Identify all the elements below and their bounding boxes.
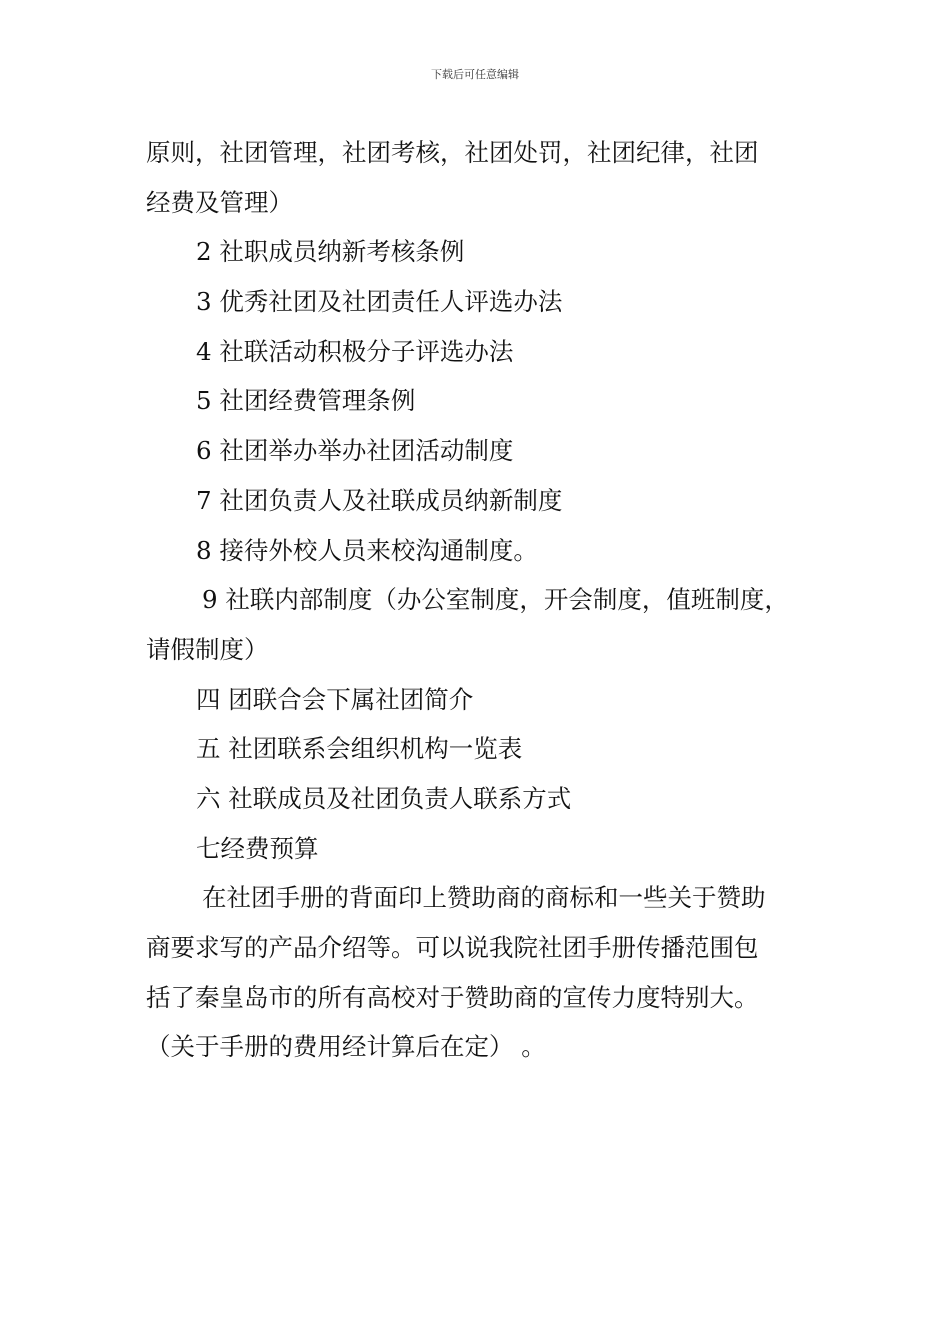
section-heading: 五 社团联系会组织机构一览表 <box>196 734 523 764</box>
paragraph-line: 括了秦皇岛市的所有高校对于赞助商的宣传力度特别大。 <box>146 982 759 1012</box>
list-item: 6 社团举办举办社团活动制度 <box>196 436 514 466</box>
list-item: 5 社团经费管理条例 <box>196 386 416 416</box>
list-item: 4 社联活动积极分子评选办法 <box>196 336 514 366</box>
page-header: 下载后可任意编辑 <box>431 68 519 81</box>
text-line: 经费及管理） <box>146 187 293 217</box>
list-item: 2 社职成员纳新考核条例 <box>196 237 465 267</box>
text-line: 原则，社团管理，社团考核，社团处罚，社团纪律，社团 <box>146 138 759 167</box>
list-item: 9 社联内部制度（办公室制度，开会制度，值班制度， <box>202 585 789 615</box>
document-body <box>146 128 826 1072</box>
section-heading: 四 团联合会下属社团简介 <box>196 684 474 714</box>
section-heading: 七经费预算 <box>196 833 319 863</box>
section-heading: 六 社联成员及社团负责人联系方式 <box>196 783 572 813</box>
paragraph-line: 商要求写的产品介绍等。可以说我院社团手册传播范围包 <box>146 933 759 962</box>
list-item: 3 优秀社团及社团责任人评选办法 <box>196 287 563 317</box>
list-item: 8 接待外校人员来校沟通制度。 <box>196 535 538 565</box>
paragraph-line: （关于手册的费用经计算后在定） 。 <box>146 1032 546 1062</box>
text-line: 请假制度） <box>146 634 269 664</box>
list-item: 7 社团负责人及社联成员纳新制度 <box>196 485 563 515</box>
paragraph-line: 在社团手册的背面印上赞助商的商标和一些关于赞助 <box>202 883 766 913</box>
